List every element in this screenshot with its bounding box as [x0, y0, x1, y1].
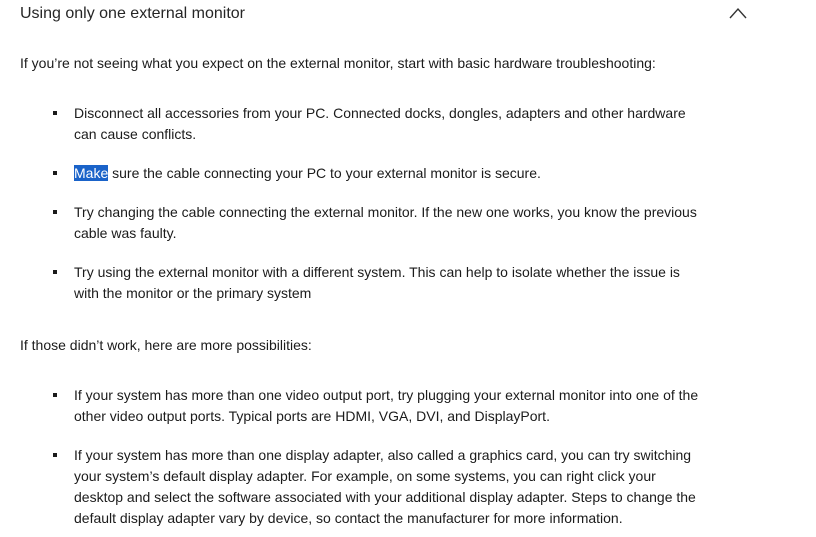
list-item: [74, 202, 699, 244]
bullet-icon: [53, 270, 57, 274]
bullet-icon: [53, 210, 57, 214]
list-item-text: Try changing the cable connecting the external monitor. If the new one works, you know the previous cable was faulty.: [74, 204, 697, 241]
list-item-text: sure the cable connecting your PC to your external monitor is secure.: [108, 165, 541, 181]
list-item-text: If your system has more than one display adapter, also called a graphics card, you can try switching your system’s default display adapter. For example, on some systems, you can right click your desktop and select the software associated with your additional display adapter. Steps to change the default display adapter vary by device, so contact the manufacturer for more information.: [74, 447, 696, 526]
list-item: [74, 103, 699, 145]
bullet-icon: [53, 171, 57, 175]
section-title: Using only one external monitor: [20, 5, 246, 22]
list-item-text: Try using the external monitor with a different system. This can help to isolate whether the issue is with the monitor or the primary system: [74, 264, 680, 301]
more-possibilities-paragraph: If those didn’t work, here are more possibilities:: [20, 337, 312, 353]
list-item: [74, 385, 699, 427]
bullet-icon: [53, 453, 57, 457]
list-item-text: If your system has more than one video output port, try plugging your external monitor into one of the other video output ports. Typical ports are HDMI, VGA, DVI, and DisplayPort.: [74, 387, 699, 424]
selected-text[interactable]: Make: [74, 165, 109, 181]
list-item: [74, 262, 699, 304]
list-item: [74, 163, 699, 184]
list-item: [74, 445, 699, 529]
section-header[interactable]: [0, 0, 816, 30]
chevron-up-icon[interactable]: [728, 6, 748, 20]
intro-paragraph: If you’re not seeing what you expect on the external monitor, start with basic hardware troubleshooting:: [20, 55, 656, 71]
bullet-icon: [53, 111, 57, 115]
bullet-icon: [53, 393, 57, 397]
list-item-text: Disconnect all accessories from your PC. Connected docks, dongles, adapters and other hardware can cause conflicts.: [74, 105, 686, 142]
